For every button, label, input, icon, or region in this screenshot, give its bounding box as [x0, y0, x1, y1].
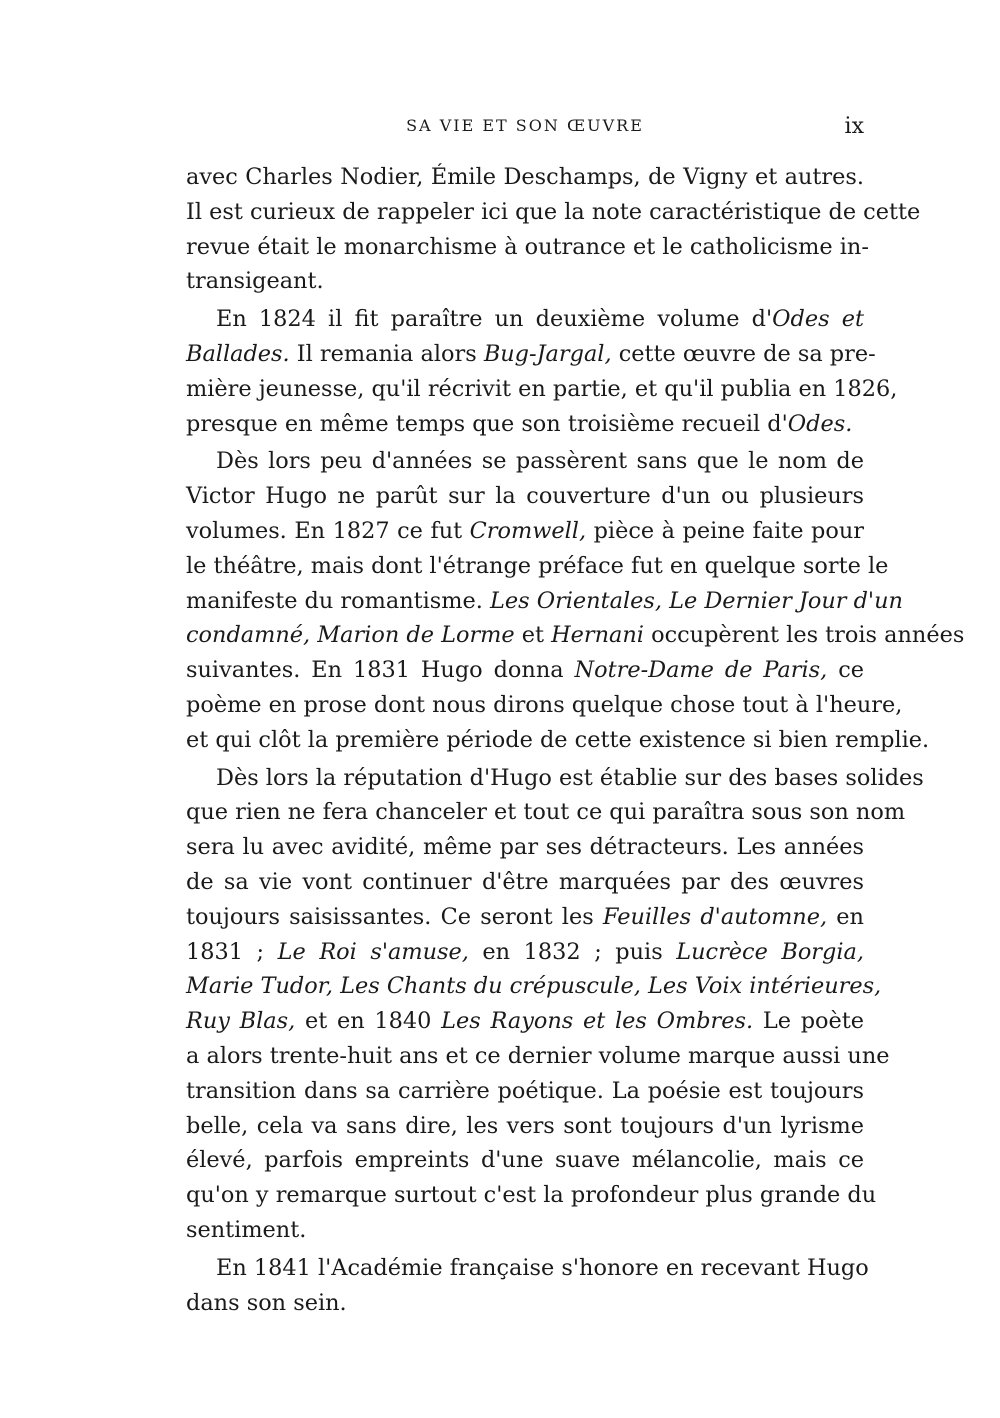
- text-run: en 1832 ; puis: [468, 938, 677, 965]
- work-title: Cromwell,: [469, 517, 587, 544]
- text-line: que rien ne fera chanceler et tout ce qui paraîtra sous son nom: [186, 799, 906, 826]
- text-line: mière jeunesse, qu'il récrivit en partie, et qu'il publia en 1826,: [186, 375, 898, 402]
- paragraph-1: [186, 160, 921, 299]
- text-line: [186, 935, 864, 970]
- text-line: poème en prose dont nous dirons quelque chose tout à l'heure,: [186, 691, 903, 718]
- running-title: SA VIE ET SON ŒUVRE: [406, 116, 644, 135]
- text-run: presque en même temps que son troisième recueil d': [186, 410, 788, 437]
- paragraph-4: [186, 761, 924, 1248]
- text-line: belle, cela va sans dire, les vers sont toujours d'un lyrisme: [186, 1112, 864, 1139]
- work-title: Les Orientales, Le Dernier Jour d'un: [489, 587, 903, 614]
- text-line: de sa vie vont continuer d'être marquées par des œuvres: [186, 868, 864, 895]
- text-line: Marie Tudor, Les Chants du crépuscule, Les Voix intérieures,: [186, 973, 882, 1000]
- text-line: [186, 1004, 864, 1039]
- text-run: suivantes. En 1831 Hugo donna: [186, 657, 575, 684]
- work-title: Odes.: [787, 410, 853, 437]
- text-run: volumes. En 1827 ce fut: [186, 517, 470, 544]
- work-title: Odes et: [772, 306, 865, 333]
- paragraph-5: [186, 1251, 869, 1321]
- text-run: pièce à peine faite pour: [586, 517, 864, 544]
- work-title: Feuilles d'automne,: [602, 903, 828, 930]
- text-line: revue était le monarchisme à outrance et le catholicisme in-: [186, 233, 869, 260]
- text-line: [186, 618, 965, 653]
- text-line: En 1841 l'Académie française s'honore en recevant Hugo: [216, 1254, 869, 1281]
- running-header: [186, 114, 864, 138]
- text-run: occupèrent les trois années: [643, 622, 965, 649]
- text-line: [186, 337, 876, 372]
- text-run: cette œuvre de sa pre-: [611, 340, 876, 367]
- work-title: Ballades.: [186, 340, 290, 367]
- text-run: et en 1840: [295, 1008, 442, 1035]
- text-run: En 1824 il fit paraître un deuxième volume d': [216, 306, 773, 333]
- text-run: en: [827, 903, 864, 930]
- work-title: Notre-Dame de Paris,: [574, 657, 828, 684]
- text-line: avec Charles Nodier, Émile Deschamps, de Vigny et autres.: [186, 164, 864, 190]
- text-line: [186, 900, 864, 935]
- text-line: élevé, parfois empreints d'une suave mélancolie, mais ce: [186, 1147, 864, 1174]
- text-line: Victor Hugo ne parût sur la couverture d'un ou plusieurs: [186, 483, 864, 510]
- text-run: Le poète: [753, 1008, 865, 1035]
- work-title: Les Rayons et les Ombres.: [441, 1008, 754, 1035]
- work-title: condamné, Marion de Lorme: [186, 622, 515, 649]
- text-run: manifeste du romantisme.: [186, 587, 490, 614]
- text-line: Dès lors la réputation d'Hugo est établie sur des bases solides: [216, 764, 924, 791]
- text-run: et: [514, 622, 552, 649]
- text-line: [186, 653, 864, 688]
- work-title: Hernani: [551, 622, 644, 649]
- text-line: [186, 407, 864, 442]
- text-line: le théâtre, mais dont l'étrange préface fut en quelque sorte le: [186, 552, 889, 579]
- text-line: Il est curieux de rappeler ici que la note caractéristique de cette: [186, 198, 921, 225]
- body-text: [186, 160, 965, 1320]
- text-line: qu'on y remarque surtout c'est la profondeur plus grande du: [186, 1182, 877, 1209]
- text-line: transition dans sa carrière poétique. La poésie est toujours: [186, 1077, 864, 1104]
- text-line: et qui clôt la première période de cette existence si bien remplie.: [186, 726, 930, 753]
- text-line: sentiment.: [186, 1216, 307, 1243]
- text-line: dans son sein.: [186, 1289, 347, 1316]
- text-line: a alors trente-huit ans et ce dernier volume marque aussi une: [186, 1042, 890, 1069]
- text-line: sera lu avec avidité, même par ses détracteurs. Les années: [186, 834, 864, 861]
- text-run: ce: [827, 657, 864, 684]
- work-title: Bug-Jargal,: [483, 340, 612, 367]
- work-title: Ruy Blas,: [186, 1008, 296, 1035]
- text-line: [186, 514, 864, 549]
- text-run: Il remania alors: [289, 340, 484, 367]
- work-title: Le Roi s'amuse,: [277, 938, 469, 965]
- text-run: 1831 ;: [186, 938, 278, 965]
- text-line: [186, 302, 864, 337]
- paragraph-3: [186, 444, 965, 757]
- paragraph-2: [186, 302, 898, 441]
- work-title: Lucrèce Borgia,: [676, 938, 864, 965]
- text-line: [186, 584, 903, 619]
- text-line: transigeant.: [186, 268, 324, 295]
- text-run: toujours saisissantes. Ce seront les: [186, 903, 603, 930]
- page-number: ix: [844, 114, 864, 139]
- text-line: Dès lors peu d'années se passèrent sans que le nom de: [216, 448, 864, 475]
